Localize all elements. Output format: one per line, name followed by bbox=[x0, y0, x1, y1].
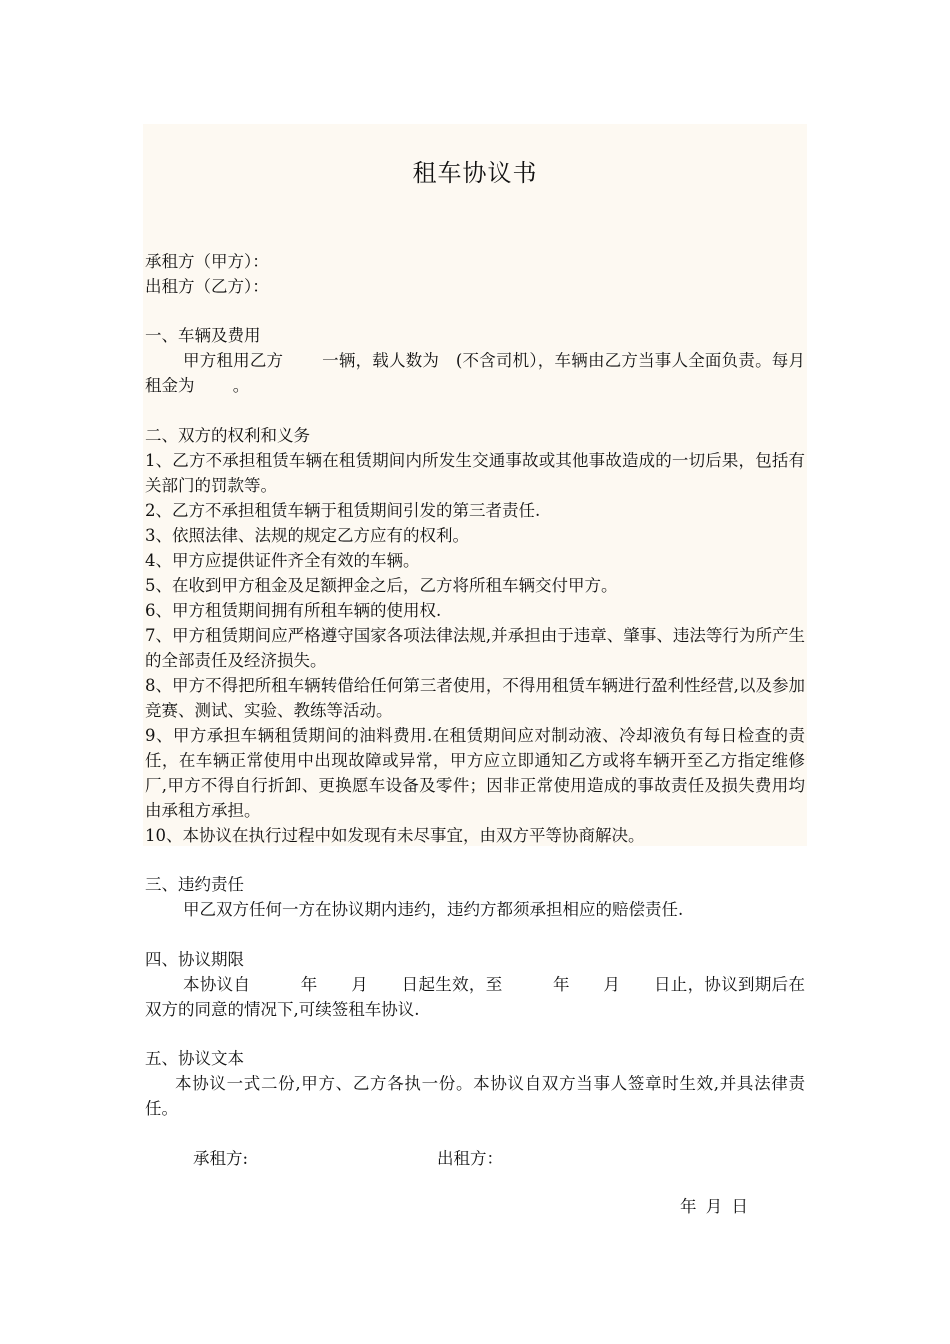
lessee-party-line: 承租方（甲方）： bbox=[145, 252, 269, 271]
section3-body: 甲乙双方任何一方在协议期内违约，违约方都须承担相应的赔偿责任. bbox=[183, 900, 684, 919]
section4-heading: 四、协议期限 bbox=[145, 950, 244, 969]
section2-item-2: 2、乙方不承担租赁车辆于租赁期间引发的第三者责任. bbox=[145, 501, 541, 520]
section2-item-8: 8、甲方不得把所租车辆转借给任何第三者使用，不得用租赁车辆进行盈利性经营,以及参加竞赛、测试、实验、教练等活动。 bbox=[145, 676, 805, 720]
section2-item-9: 9、甲方承担车辆租赁期间的油料费用.在租赁期间应对制动液、冷却液负有每日检查的责任，在车辆正常使用中出现故障或异常，甲方应立即通知乙方或将车辆开至乙方指定维修厂,甲方不得自行折卸、更换愿车设备及零件；因非正常使用造成的事故责任及损失费用均由承租方承担。 bbox=[145, 726, 805, 820]
section1-body: 甲方租用乙方 一辆，载人数为 (不含司机），车辆由乙方当事人全面负责。每月租金为 。 bbox=[145, 351, 805, 395]
document-title: 租车协议书 bbox=[412, 159, 538, 187]
section4-body: 本协议自 年 月 日起生效，至 年 月 日止，协议到期后在双方的同意的情况下,可续签租车协议. bbox=[145, 975, 805, 1019]
section2-heading: 二、双方的权利和义务 bbox=[145, 426, 310, 445]
lessor-party-line: 出租方（乙方）： bbox=[145, 277, 269, 296]
section2-item-6: 6、甲方租赁期间拥有所租车辆的使用权. bbox=[145, 601, 442, 620]
section3-heading: 三、违约责任 bbox=[145, 875, 244, 894]
section2-item-5: 5、在收到甲方租金及足额押金之后，乙方将所租车辆交付甲方。 bbox=[145, 576, 618, 595]
section2-item-7: 7、甲方租赁期间应严格遵守国家各项法律法规,并承担由于违章、肇事、违法等行为所产生的全部责任及经济损失。 bbox=[145, 626, 805, 670]
section5-heading: 五、协议文本 bbox=[145, 1049, 244, 1068]
section2-item-10: 10、本协议在执行过程中如发现有未尽事宜，由双方平等协商解决。 bbox=[145, 826, 645, 845]
lessor-signature-label: 出租方： bbox=[437, 1149, 503, 1168]
section5-body: 本协议一式二份,甲方、乙方各执一份。本协议自双方当事人签章时生效,并具法律责任。 bbox=[145, 1074, 805, 1118]
section1-heading: 一、车辆及费用 bbox=[145, 326, 261, 345]
section2-item-1: 1、乙方不承担租赁车辆在租赁期间内所发生交通事故或其他事故造成的一切后果，包括有关部门的罚款等。 bbox=[145, 451, 805, 495]
lessee-signature-label: 承租方: bbox=[193, 1149, 249, 1168]
section2-item-4: 4、甲方应提供证件齐全有效的车辆。 bbox=[145, 551, 420, 570]
signature-date: 年 月 日 bbox=[680, 1197, 750, 1216]
section2-item-3: 3、依照法律、法规的规定乙方应有的权利。 bbox=[145, 526, 469, 545]
